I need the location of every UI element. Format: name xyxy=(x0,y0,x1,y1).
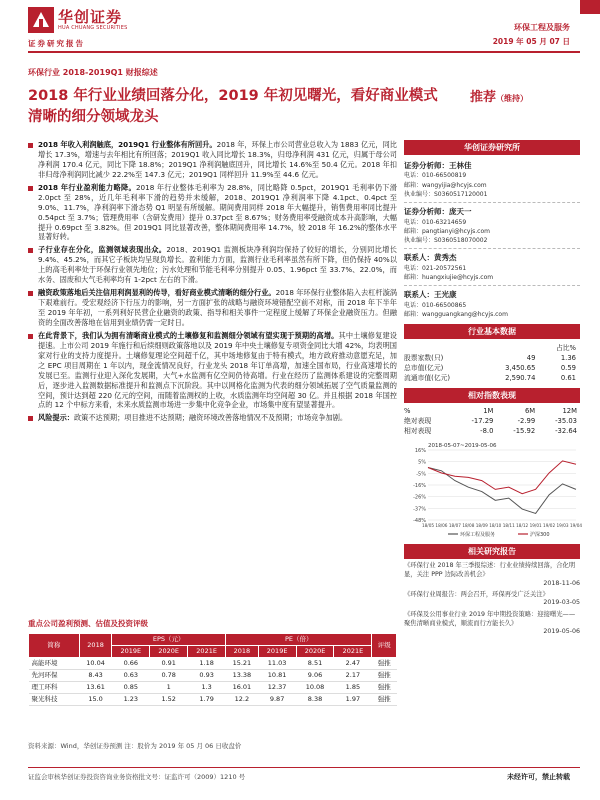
divider xyxy=(404,248,580,249)
x-tick-label: 18/05 xyxy=(421,523,435,529)
contact-name xyxy=(404,253,580,263)
table-header: 2021E xyxy=(334,646,372,658)
estimate-table-title: 重点公司盈利预测、估值及投资评级 xyxy=(28,619,148,628)
x-tick-label: 18/10 xyxy=(489,523,502,529)
summary-paragraph xyxy=(28,288,397,328)
table-cell: 12.37 xyxy=(258,682,296,694)
basic-share: 1.36 xyxy=(560,353,576,362)
table-cell: 1.97 xyxy=(334,694,372,706)
basic-label: 股票家数(只) xyxy=(404,353,444,362)
perf-title: 相对指数表现 xyxy=(404,388,580,403)
analyst-phone: 电话：010-63214659 xyxy=(404,218,467,226)
contact-role: 联系人： xyxy=(404,253,434,263)
table-cell: 8.38 xyxy=(296,694,334,706)
industry-category: 环保工程及服务 xyxy=(514,23,570,32)
table-cell: 0.85 xyxy=(112,682,150,694)
table-cell: 13.38 xyxy=(226,670,259,682)
x-tick-label: 19/01 xyxy=(529,523,542,529)
table-row xyxy=(404,373,580,383)
chart-date-range: 2018-05-07~2019-05-06 xyxy=(428,443,497,450)
contact-email[interactable]: 邮箱：huangxiujie@hcyjs.com xyxy=(404,274,494,282)
x-tick-label: 19/02 xyxy=(543,523,556,529)
table-row xyxy=(29,670,397,682)
contact-phone: 电话：010-66500865 xyxy=(404,301,467,309)
analyst-name xyxy=(404,207,580,217)
related-report[interactable]: 《环保行业周报告：两会召开，环保再受广泛关注》 xyxy=(404,591,549,599)
related-date: 2019-03-05 xyxy=(543,599,580,607)
y-tick-label: -5% xyxy=(416,471,426,478)
summary-body xyxy=(28,140,397,426)
y-tick-label: -48% xyxy=(413,518,426,525)
paragraph-lead: 风险提示： xyxy=(38,413,74,423)
table-row xyxy=(404,416,580,426)
analyst-name xyxy=(404,161,580,171)
related-report[interactable]: 《环保行业 2018 年三季报综述：行业业绩持续回落，合化明显，关注 PPP 边际改善机会》 xyxy=(404,562,576,579)
sidebar-title: 华创证券研究所 xyxy=(404,140,580,155)
table-row xyxy=(404,363,580,373)
perf-value: -32.64 xyxy=(555,426,577,435)
perf-header: 6M xyxy=(524,406,536,415)
table-cell: 1 xyxy=(150,682,188,694)
eps-group-header: EPS（元） xyxy=(112,634,226,646)
company-name: 理工环科 xyxy=(29,682,80,694)
table-cell: 1.18 xyxy=(188,658,226,670)
table-cell: 15.21 xyxy=(226,658,259,670)
logo-text: 华创证券 xyxy=(58,8,123,26)
table-cell: 9.06 xyxy=(296,670,334,682)
footer-notice: 未经许可，禁止转载 xyxy=(507,773,570,781)
perf-table xyxy=(404,406,580,436)
corner-accent xyxy=(580,0,600,14)
report-type: 证券研究报告 xyxy=(28,39,85,48)
paragraph-text: 其中土壤修复建设提速。上市公司 2019 年施行和后续细则政策落地以及 2019 年中央土壤修复专项资金同比大增 42%，均表明国家对行业的支持力度提升。土壤修复理论空间超千亿，其中场地修复由于特有模式，地方政府推动意愿充足，加之 EPC 项目周期在 1 年以内，现金流情况良好，行业龙头 2018 年订单高增，加速全国布局，行业高速增长的发展已至。监测行业迎入深化发展期，大气+水监测有亿空间仍待高增。行业在经历了监测体系建设的完整周期后，逐步进入监测数据标准提升和监测点下沉阶段。其中以网格化监测为代表的细分领域拓展了空气质量监测的空间，预计达到超 220 亿元的空间，而随着监测权的上收，水质监测年均空间超 30 亿。并且根据 2018 年国控点的 12 个中标方来看，未来水质监测市场进一步集中化竞争企业，市场集中度有望显著提升。 xyxy=(38,330,397,410)
paragraph-text: 2018 年，环保上市公司营业总收入为 1883 亿元，同比增长 17.3%，增速与去年相比有所回落；2019Q1 收入同比增长 18.3%，归母净利润 431 亿元，归属于母公司净利润 170.4 亿元，同比下降 18.8%；2019Q1 净利润触底回升，同比增长 14.6%至 50.4 亿元。2018 年扣非归母净利润同比减少 22.2%至 147.3 亿元；2019Q1 同样回升 11.9%至 44.6 亿元。 xyxy=(38,140,397,179)
related-date: 2018-11-06 xyxy=(543,579,580,587)
table-cell: 15.0 xyxy=(79,694,112,706)
analyst-role: 证券分析师： xyxy=(404,207,449,217)
table-header: 2018 xyxy=(226,646,259,658)
table-cell: 12.2 xyxy=(226,694,259,706)
related-date: 2019-05-06 xyxy=(543,628,580,636)
footer-license: 证监会审核华创证券投资咨询业务资格批文号：证监许可（2009）1210 号 xyxy=(28,773,246,781)
table-cell: 0.91 xyxy=(150,658,188,670)
rating-cell: 强推 xyxy=(372,694,397,706)
basic-value: 3,450.65 xyxy=(505,363,536,372)
table-row xyxy=(29,658,397,670)
series-line xyxy=(428,468,576,514)
estimate-table xyxy=(28,633,397,706)
analyst-list xyxy=(404,161,580,319)
paragraph-text: 2018、2019Q1 监测板块净利润均保持了较好的增长，分别同比增长 9.4%、45.2%，而其它子板块均呈现负增长。盈利能力方面，监测行业毛利率虽然有所下降，但仍保持 40%以上的高毛利率处于环保行业领先地位；污水处理和节能毛利率分别提升 0.05、1.96pct 至 33.7%、22.0%，而水务、固废和大气毛利率均有 1-2pct 左右的下滑。 xyxy=(38,245,397,285)
contact-name-text: 王光康 xyxy=(434,290,457,300)
perf-value: -2.99 xyxy=(517,416,536,425)
analyst-cert: 执业编号：S0360517120001 xyxy=(404,190,488,198)
x-tick-label: 19/03 xyxy=(556,523,569,529)
table-cell: 10.04 xyxy=(79,658,112,670)
rating-cell: 强推 xyxy=(372,670,397,682)
table-cell: 1.23 xyxy=(112,694,150,706)
basic-value: 2,590.74 xyxy=(505,373,536,382)
x-tick-label: 18/12 xyxy=(516,523,529,529)
divider xyxy=(404,202,580,203)
basic-share: 0.59 xyxy=(560,363,576,372)
table-cell: 13.61 xyxy=(79,682,112,694)
related-report[interactable]: 《环保及公用事业行业 2019 年中期投资策略：迎接曙光——聚焦清晰商业模式，顺流而行方能长久》 xyxy=(404,611,576,628)
rating-cell: 强推 xyxy=(372,682,397,694)
logo-mark-icon xyxy=(28,7,54,33)
paragraph-lead: 2018 年行业盈利能力略降。 xyxy=(38,182,136,192)
paragraph-lead: 子行业存在分化，监测领域表现出众。 xyxy=(38,245,167,255)
company-name: 聚光科技 xyxy=(29,694,80,706)
header-divider xyxy=(28,51,580,53)
table-cell: 8.51 xyxy=(296,658,334,670)
basic-label: 流通市值(亿元) xyxy=(404,373,451,382)
summary-paragraph xyxy=(28,140,397,180)
basic-data-title: 行业基本数据 xyxy=(404,324,580,339)
legend-label: 环保工程及服务 xyxy=(460,532,496,539)
sidebar xyxy=(404,140,583,637)
risk-paragraph xyxy=(28,413,397,423)
logo-english: HUA CHUANG SECURITIES xyxy=(58,25,128,31)
table-row xyxy=(29,682,397,694)
table-row xyxy=(404,353,580,363)
related-title: 相关研究报告 xyxy=(404,544,580,559)
basic-header: 占比% xyxy=(555,343,576,352)
paragraph-lead: 2018 年收入利润触底，2019Q1 行业整体有所回升。 xyxy=(38,140,217,149)
report-header xyxy=(0,0,600,60)
y-tick-label: -26% xyxy=(413,495,426,502)
contact-phone: 电话：021-20572561 xyxy=(404,264,467,272)
analyst-role: 证券分析师： xyxy=(404,161,449,170)
table-header: 2018 xyxy=(79,634,112,658)
x-tick-label: 18/08 xyxy=(462,523,475,529)
x-tick-label: 18/11 xyxy=(502,523,515,529)
perf-header: % xyxy=(404,406,411,415)
table-header: 2019E xyxy=(258,646,296,658)
table-cell: 1.85 xyxy=(334,682,372,694)
logo xyxy=(28,7,140,35)
table-cell: 16.01 xyxy=(226,682,259,694)
perf-value: -35.03 xyxy=(555,416,577,425)
analyst-phone: 电话：010-66500819 xyxy=(404,172,467,180)
paragraph-lead: 在此背景下，我们认为拥有清晰商业模式的土壤修复和监测细分领域有望实现于预期的高增。 xyxy=(38,330,339,340)
page-title: 2018 年行业业绩回落分化，2019 年初见曙光，看好商业模式清晰的细分领域龙头 xyxy=(28,88,438,126)
table-cell: 0.63 xyxy=(112,670,150,682)
y-tick-label: -16% xyxy=(413,483,426,490)
table-header: 2020E xyxy=(296,646,334,658)
legend-label: 沪深300 xyxy=(530,532,550,539)
company-name: 高能环境 xyxy=(29,658,80,670)
analyst-cert: 执业编号：S0360518070002 xyxy=(404,237,488,245)
summary-paragraph xyxy=(28,331,397,411)
x-tick-label: 18/07 xyxy=(448,523,461,529)
rating-note: （维持） xyxy=(496,94,528,103)
perf-value: -17.29 xyxy=(471,416,494,425)
table-cell: 8.43 xyxy=(79,670,112,682)
line-chart xyxy=(404,440,583,540)
table-header: 2019E xyxy=(112,646,150,658)
table-cell: 10.08 xyxy=(296,682,334,694)
analyst-email[interactable]: 邮箱：pangtianyi@hcyjs.com xyxy=(404,227,490,235)
basic-value: 49 xyxy=(526,353,536,362)
table-cell: 1.3 xyxy=(188,682,226,694)
rating xyxy=(470,89,528,107)
table-header: 2021E xyxy=(188,646,226,658)
summary-paragraph xyxy=(28,183,397,243)
perf-header: 1M xyxy=(483,406,494,415)
divider xyxy=(404,285,580,286)
summary-paragraph xyxy=(28,245,397,285)
analyst-name-text: 庞天一 xyxy=(449,207,472,217)
table-cell: 0.66 xyxy=(112,658,150,670)
contact-role: 联系人： xyxy=(404,290,434,300)
company-name: 先河环保 xyxy=(29,670,80,682)
report-subtitle: 环保行业 2018-2019Q1 财报综述 xyxy=(28,68,158,77)
footer-divider xyxy=(28,767,580,768)
relative-performance-chart xyxy=(404,440,583,540)
rating-cell: 强推 xyxy=(372,658,397,670)
table-cell: 0.93 xyxy=(188,670,226,682)
perf-label: 绝对表现 xyxy=(404,416,432,425)
table-cell: 9.87 xyxy=(258,694,296,706)
paragraph-text: 2018 年环保行业整体陷入去杠杆漩涡下艰难前行。受宏观经济下行压力的影响，另一方面扩张的战略与融资环境错配空前不对称，而 2018 年下半年至 2019 年年初，一系列利好民营企业融资的政策、指导和相关事件一定程度上缓解了环保企业融资压力。但融资的全面改善落地在信用到业绩仍需一定时日。 xyxy=(38,288,397,327)
x-tick-label: 18/06 xyxy=(435,523,448,529)
table-source: 资料来源：Wind，华创证券预测 注：股价为 2019 年 05 月 06 日收盘价 xyxy=(28,742,242,750)
table-header: 2020E xyxy=(150,646,188,658)
table-row xyxy=(29,694,397,706)
paragraph-text: 政策不达预期；项目推进不达预期；融资环境改善落地情况不及预期；市场竞争加剧。 xyxy=(73,413,348,423)
table-cell: 10.81 xyxy=(258,670,296,682)
table-cell: 0.78 xyxy=(150,670,188,682)
analyst-name-text: 王林佳 xyxy=(449,161,472,170)
table-header: 评级 xyxy=(372,634,397,658)
table-cell: 2.17 xyxy=(334,670,372,682)
pe-group-header: PE（倍） xyxy=(226,634,372,646)
contact-email[interactable]: 邮箱：wangguangkang@hcyjs.com xyxy=(404,311,508,319)
table-header: 简称 xyxy=(29,634,80,658)
paragraph-lead: 融资政策落地后关注信用利润显利的传导，看好商业模式清晰的细分行业。 xyxy=(38,288,276,298)
perf-value: -15.92 xyxy=(513,426,536,435)
y-tick-label: -37% xyxy=(413,506,426,513)
x-tick-label: 18/09 xyxy=(475,523,488,529)
table-cell: 1.79 xyxy=(188,694,226,706)
y-tick-label: 16% xyxy=(414,448,426,455)
analyst-email[interactable]: 邮箱：wangyijia@hcyjs.com xyxy=(404,181,487,189)
y-tick-label: 5% xyxy=(418,460,426,467)
x-tick-label: 19/04 xyxy=(569,523,583,529)
contact-name-text: 黄秀杰 xyxy=(434,253,457,263)
table-cell: 2.47 xyxy=(334,658,372,670)
table-cell: 1.52 xyxy=(150,694,188,706)
table-row xyxy=(404,426,580,436)
perf-value: -8.0 xyxy=(480,426,494,435)
basic-data-table xyxy=(404,343,580,383)
contact-name xyxy=(404,290,580,300)
perf-label: 相对表现 xyxy=(404,426,432,435)
table-cell: 11.03 xyxy=(258,658,296,670)
paragraph-text: 2018 年行业整体毛利率为 28.8%，同比略降 0.5pct，2019Q1 毛利率仍下滑 2.0pct 至 28%，近几年毛利率下滑的趋势并未缓解，2018、2019Q1 净利润率下降 4.1pct、0.4pct 至 9.0%、11.7%，净利润率下滑态势 Q1 明显有所缓解。期间费用同样 2018 年大幅提升，销售费用率同比提升 0.54pct 至 3.7%；管理费用率（含研发费用）提升 0.37pct 至 8.67%；财务费用率受融资成本升高影响，大幅提升 0.69pct 至 3.82%。但 2019Q1 同比显著改善，整体期间费用率 14.7%，较 2018 年 16.2%的整体水平显著好转。 xyxy=(38,182,397,242)
perf-header: 12M xyxy=(562,406,577,415)
report-date: 2019 年 05 月 07 日 xyxy=(492,37,570,46)
rating-label: 推荐 xyxy=(469,90,496,105)
basic-share: 0.61 xyxy=(560,373,576,382)
basic-label: 总市值(亿元) xyxy=(404,363,444,372)
